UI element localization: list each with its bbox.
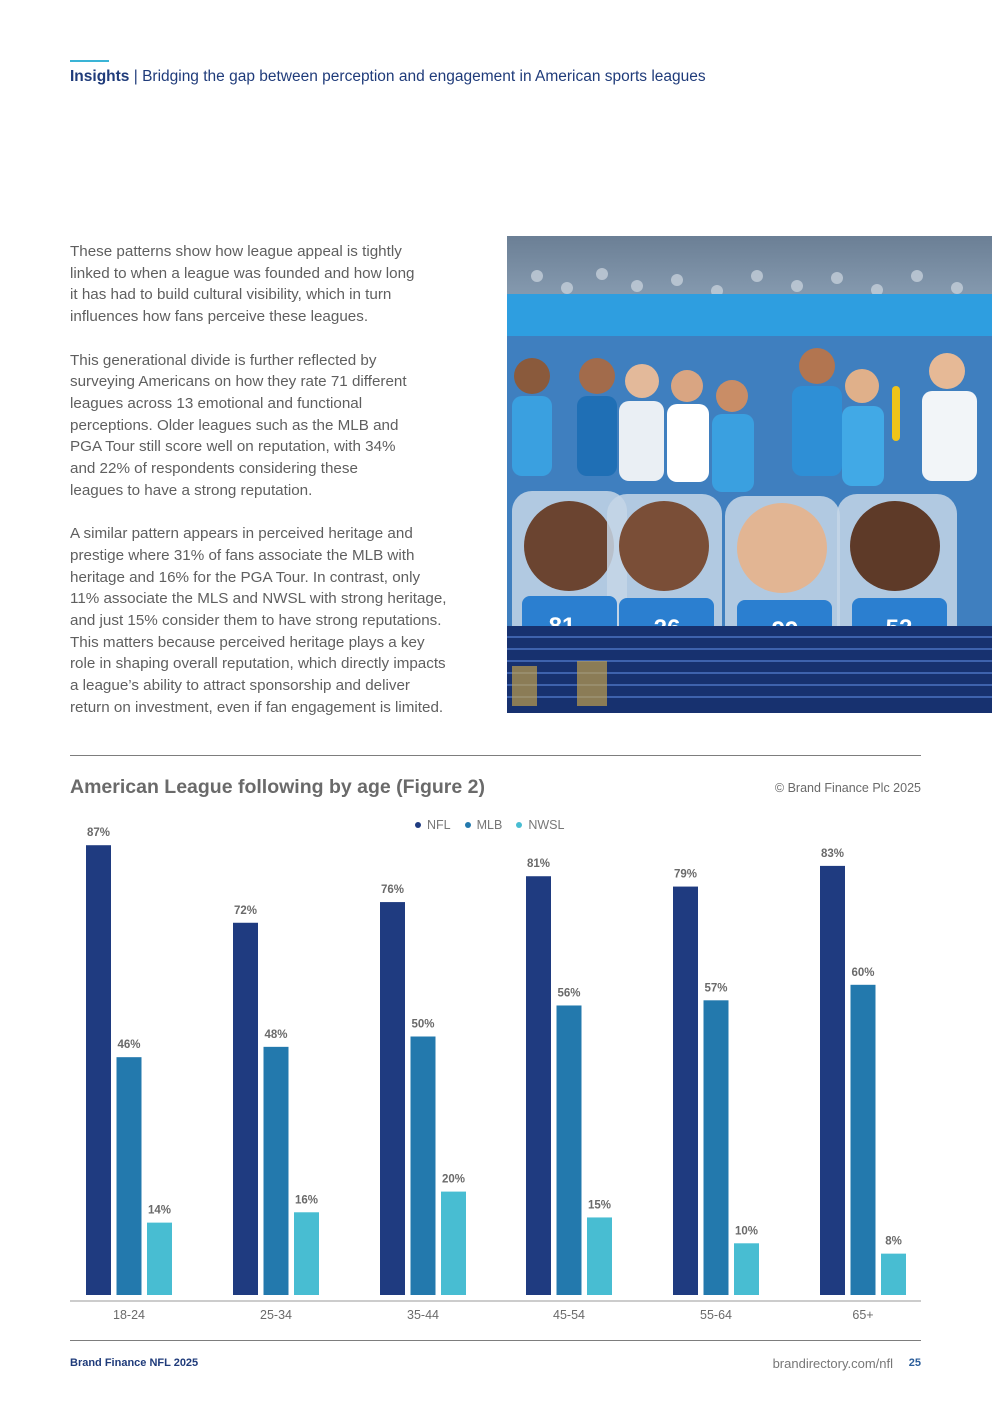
bar-mlb-45-54 xyxy=(557,1005,582,1295)
data-label-mlb-65-: 60% xyxy=(851,966,875,979)
figure-title: American League following by age (Figure 2) xyxy=(70,776,485,798)
bar-mlb-25-34 xyxy=(264,1047,289,1295)
data-label-nfl-65-: 83% xyxy=(820,847,845,860)
bar-mlb-65- xyxy=(851,985,876,1295)
bar-nfl-65- xyxy=(820,866,845,1295)
data-label-nfl-45-54: 81% xyxy=(526,858,551,871)
data-label-nfl-55-64: 79% xyxy=(673,868,698,881)
data-label-mlb-25-34: 48% xyxy=(264,1028,288,1041)
data-label-nfl-18-24: 87% xyxy=(86,827,111,840)
figure-copyright: © Brand Finance Plc 2025 xyxy=(774,781,921,795)
bar-nfl-45-54 xyxy=(526,876,551,1295)
data-label-mlb-55-64: 57% xyxy=(704,982,728,995)
body-paragraph-1: These patterns show how league appeal is tightly linked to when a league was founded and how long it has had to build cultural visibility, which in turn influences how fans perceive these leagues. xyxy=(70,243,415,326)
x-tick-label-25-34: 25-34 xyxy=(260,1308,292,1322)
legend-label-nfl: NFL xyxy=(427,818,451,832)
bar-nfl-35-44 xyxy=(380,902,405,1295)
data-label-mlb-45-54: 56% xyxy=(557,987,581,1000)
data-label-nfl-25-34: 72% xyxy=(233,904,258,917)
header-subtitle: Bridging the gap between perception and engagement in American sports leagues xyxy=(142,68,706,85)
body-paragraph-3: A similar pattern appears in perceived heritage and prestige where 31% of fans associate the MLB with heritage and 16% for the PGA Tour. In contrast, only 11% associate the MLS and NWSL with strong heritage, and just 15% consider them to have strong reputations. This matters because perceived heritage plays a key role in shaping overall reputation, which directly impacts a league’s ability to attract sponsorship and deliver return on investment, even if fan engagement is limited. xyxy=(70,525,447,716)
bar-nwsl-18-24 xyxy=(147,1223,172,1295)
data-label-nwsl-25-34: 16% xyxy=(294,1194,319,1207)
x-tick-label-18-24: 18-24 xyxy=(113,1308,145,1322)
bar-nfl-55-64 xyxy=(673,887,698,1295)
data-label-mlb-35-44: 50% xyxy=(411,1018,435,1031)
data-label-nfl-35-44: 76% xyxy=(380,884,405,897)
bar-mlb-35-44 xyxy=(411,1037,436,1296)
bar-mlb-55-64 xyxy=(704,1000,729,1295)
data-label-nwsl-18-24: 14% xyxy=(147,1204,172,1217)
data-label-nwsl-35-44: 20% xyxy=(441,1173,466,1186)
footer-rule xyxy=(70,1340,921,1341)
bar-nwsl-25-34 xyxy=(294,1212,319,1295)
data-label-nwsl-55-64: 10% xyxy=(734,1225,759,1238)
body-paragraph-2: This generational divide is further reflected by surveying Americans on how they rate 71 different leagues across 13 emotional and functional perceptions. Older leagues such as the MLB and PGA Tour still score well on reputation, with 34% and 22% of respondents considering these leagues to have a strong reputation. xyxy=(70,351,407,499)
bar-nwsl-35-44 xyxy=(441,1192,466,1295)
bar-nfl-25-34 xyxy=(233,923,258,1295)
footer-url[interactable]: brandirectory.com/nfl xyxy=(772,1356,893,1371)
footer-publication: Brand Finance NFL 2025 xyxy=(70,1357,199,1369)
legend-label-nwsl: NWSL xyxy=(528,818,565,832)
bar-nfl-18-24 xyxy=(86,845,111,1295)
x-tick-label-45-54: 45-54 xyxy=(553,1308,585,1322)
page-number: 25 xyxy=(908,1357,921,1369)
bar-nwsl-55-64 xyxy=(734,1243,759,1295)
data-label-nwsl-65-: 8% xyxy=(885,1235,902,1248)
bar-nwsl-45-54 xyxy=(587,1217,612,1295)
header-section: Insights xyxy=(70,68,130,85)
data-label-nwsl-45-54: 15% xyxy=(587,1199,612,1212)
x-tick-label-65-: 65+ xyxy=(852,1308,874,1322)
header-separator: | xyxy=(129,68,143,85)
data-label-mlb-18-24: 46% xyxy=(117,1039,141,1052)
x-tick-label-35-44: 35-44 xyxy=(407,1308,439,1322)
bar-mlb-18-24 xyxy=(117,1057,142,1295)
legend-label-mlb: MLB xyxy=(476,818,503,832)
x-tick-label-55-64: 55-64 xyxy=(700,1308,732,1322)
bar-nwsl-65- xyxy=(881,1254,906,1295)
